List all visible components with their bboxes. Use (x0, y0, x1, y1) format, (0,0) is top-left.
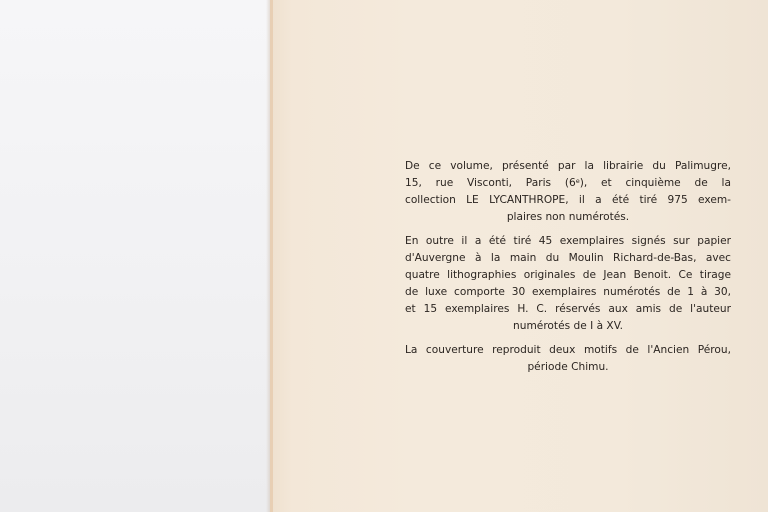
colophon-line: d'Auvergne à la main du Moulin Richard-de-Bas, avec (405, 252, 731, 264)
colophon-line: plaires non numérotés. (506, 211, 630, 223)
colophon-line: période Chimu. (527, 361, 609, 373)
colophon-line (405, 175, 731, 192)
colophon-text (405, 158, 731, 383)
colophon-line-part: 15, rue Visconti, Paris (6 (405, 177, 576, 189)
colophon-line: et 15 exemplaires H. C. réservés aux amis de l'auteur (405, 303, 731, 315)
colophon-line: de luxe comporte 30 exemplaires numérotés de 1 à 30, (405, 286, 731, 298)
colophon-line: numérotés de I à XV. (513, 320, 623, 332)
colophon-line: collection LE LYCANTHROPE, il a été tiré 975 exem- (405, 194, 731, 206)
colophon-paragraph-3 (405, 342, 731, 376)
colophon-line: De ce volume, présenté par la librairie du Palimugre, (405, 160, 731, 172)
superscript: e (575, 177, 580, 185)
colophon-line: La couverture reproduit deux motifs de l'Ancien Pérou, (405, 344, 731, 356)
page-edge (270, 0, 273, 512)
colophon-line: En outre il a été tiré 45 exemplaires signés sur papier (405, 235, 731, 247)
colophon-paragraph-1 (405, 158, 731, 226)
background-surface (0, 0, 270, 512)
colophon-line-part: ), et cinquième de la (579, 177, 731, 189)
colophon-line: quatre lithographies originales de Jean Benoit. Ce tirage (405, 269, 731, 281)
colophon-paragraph-2 (405, 233, 731, 335)
